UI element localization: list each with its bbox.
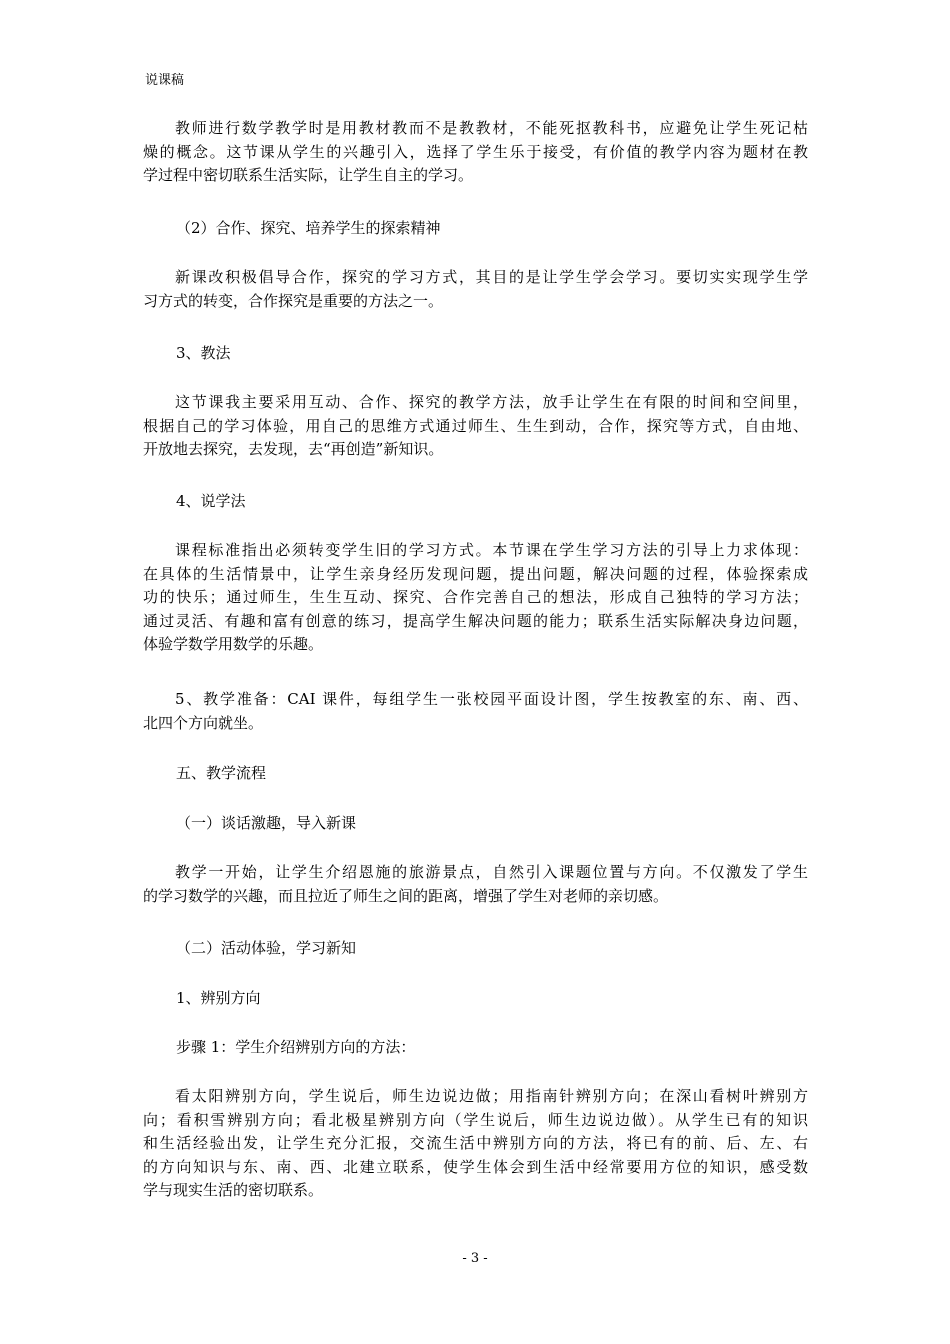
section-heading-h4: 五、教学流程 <box>176 764 267 782</box>
paragraph-line: 功的快乐；通过师生，生生互动、探究、合作完善自己的想法，形成自己独特的学习方法； <box>143 588 808 606</box>
paragraph-p2 <box>143 266 808 313</box>
paragraph-line: 新课改积极倡导合作，探究的学习方式，其目的是让学生学会学习。要切实实现学生学 <box>175 268 808 286</box>
paragraph-line: 的方向知识与东、南、西、北建立联系，使学生体会到生活中经常要用方位的知识，感受数 <box>143 1157 808 1176</box>
paragraph-line: 这节课我主要采用互动、合作、探究的教学方法，放手让学生在有限的时间和空间里， <box>175 393 808 411</box>
paragraph-line: 和生活经验出发，让学生充分汇报，交流生活中辨别方向的方法，将已有的前、后、左、右 <box>143 1134 808 1152</box>
page-number: - 3 - <box>462 1251 488 1266</box>
paragraph-line: 的学习数学的兴趣，而且拉近了师生之间的距离，增强了学生对老师的亲切感。 <box>143 886 669 905</box>
page-header: 说课稿 <box>145 73 185 88</box>
paragraph-p7 <box>143 1085 808 1203</box>
section-heading-h6: （二）活动体验，学习新知 <box>176 939 357 957</box>
paragraph-line: 课程标准指出必须转变学生旧的学习方式。本节课在学生学习方法的引导上力求体现： <box>175 541 808 559</box>
section-heading-h5: （一）谈话激趣，导入新课 <box>176 814 357 832</box>
paragraph-p6 <box>143 861 808 908</box>
paragraph-line: 5、教学准备：CAI 课件，每组学生一张校园平面设计图，学生按教室的东、南、西、 <box>175 690 808 708</box>
paragraph-line: 燥的概念。这节课从学生的兴趣引入，选择了学生乐于接受，有价值的教学内容为题材在教 <box>143 142 808 161</box>
paragraph-line: 根据自己的学习体验，用自己的思维方式通过师生、生生到动，合作，探究等方式，自由地、 <box>143 416 808 435</box>
paragraph-line: 学过程中密切联系生活实际，让学生自主的学习。 <box>143 166 474 184</box>
paragraph-p5 <box>143 688 808 735</box>
paragraph-line: 教学一开始，让学生介绍恩施的旅游景点，自然引入课题位置与方向。不仅激发了学生 <box>175 863 808 881</box>
paragraph-line: 北四个方向就坐。 <box>143 713 264 732</box>
section-heading-h2: 3、教法 <box>176 344 231 362</box>
paragraph-line: 向；看积雪辨别方向；看北极星辨别方向（学生说后，师生边说边做）。从学生已有的知识 <box>143 1110 808 1129</box>
paragraph-line: 学与现实生活的密切联系。 <box>143 1181 324 1199</box>
section-heading-h3: 4、说学法 <box>176 492 246 510</box>
paragraph-line: 开放地去探究，去发现，去“再创造”新知识。 <box>143 440 444 458</box>
paragraph-line: 通过灵活、有趣和富有创意的练习，提高学生解决问题的能力；联系生活实际解决身边问题， <box>143 611 808 630</box>
section-heading-h7: 1、辨别方向 <box>176 989 261 1007</box>
section-heading-h1: （2）合作、探究、培养学生的探索精神 <box>176 219 441 237</box>
paragraph-line: 在具体的生活情景中，让学生亲身经历发现问题，提出问题，解决问题的过程，体验探索成 <box>143 564 808 583</box>
paragraph-line: 看太阳辨别方向，学生说后，师生边说边做；用指南针辨别方向；在深山看树叶辨别方 <box>175 1087 808 1105</box>
paragraph-line: 教师进行数学教学时是用教材教而不是教教材，不能死抠教科书，应避免让学生死记枯 <box>175 119 808 137</box>
paragraph-line: 体验学数学用数学的乐趣。 <box>143 635 324 653</box>
section-heading-h8: 步骤 1：学生介绍辨别方向的方法： <box>176 1038 416 1056</box>
paragraph-line: 习方式的转变，合作探究是重要的方法之一。 <box>143 291 444 310</box>
paragraph-p3 <box>143 391 808 462</box>
paragraph-p4 <box>143 539 808 657</box>
paragraph-p1 <box>143 117 808 188</box>
